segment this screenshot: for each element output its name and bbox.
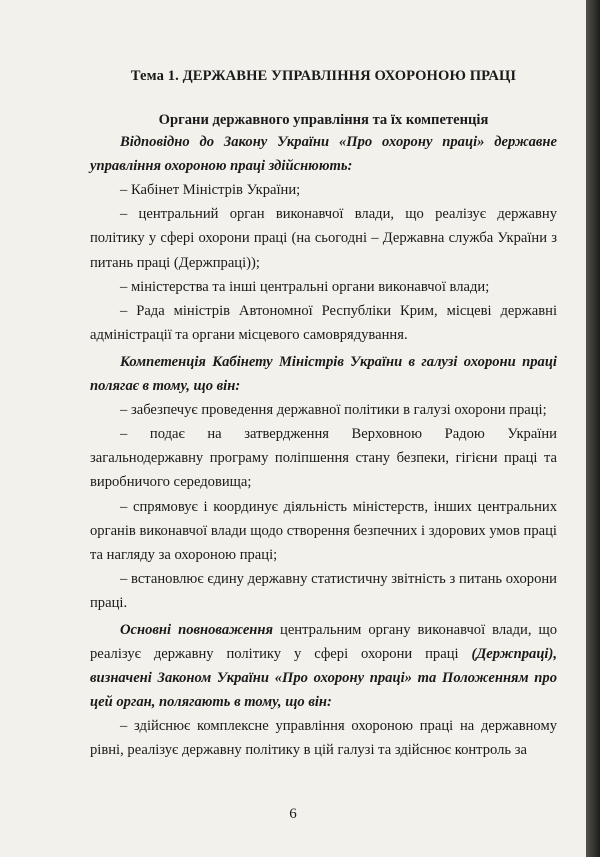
paragraph-intro-1: Відповідно до Закону України «Про охорону праці» державне управління охороною праці здійснюють: <box>90 134 557 175</box>
intro-emphasis: Основні повноваження <box>120 621 274 638</box>
page-content <box>90 64 557 763</box>
list-item: – Кабінет Міністрів України; <box>120 182 301 199</box>
list-item: – здійснює комплексне управління охороною праці на державному рівні, реалізує державну політику в цій галузі та здійснює контроль за <box>90 718 557 759</box>
page-edge-shadow <box>586 0 600 857</box>
list-item: – міністерства та інші центральні органи виконавчої влади; <box>120 278 490 295</box>
list-item: – центральний орган виконавчої влади, що реалізує державну політику у сфері охорони праці (на сьогодні – Державна служба України з питань праці (Держпраці)); <box>90 206 557 271</box>
intro-text: центральним органу виконавчої влади, що реалізує державну політику у сфері охорони праці <box>90 621 557 663</box>
intro-emphasis-2: визначені Законом України «Про охорону праці» та Положенням про цей орган, полягають в тому, що він: <box>90 670 557 711</box>
list-item: – подає на затвердження Верховною Радою України загальнодержавну програму поліпшення стану безпеки, гігієни праці та виробничого середовища; <box>90 426 557 491</box>
list-item: – Рада міністрів Автономної Республіки Крим, місцеві державні адміністрації та органи місцевого самоврядування. <box>90 302 557 343</box>
list-item: – забезпечує проведення державної політики в галузі охорони праці; <box>120 402 547 419</box>
section-subtitle: Органи державного управління та їх компетенція <box>158 112 489 129</box>
paragraph-intro-2: Компетенція Кабінету Міністрів України в галузі охорони праці полягає в тому, що він: <box>90 353 557 395</box>
page-number: 6 <box>289 806 297 822</box>
intro-abbrev: (Держпраці), <box>471 646 557 663</box>
list-item: – встановлює єдину державну статистичну звітність з питань охорони праці. <box>90 570 557 611</box>
page-title: Тема 1. ДЕРЖАВНЕ УПРАВЛІННЯ ОХОРОНОЮ ПРАЦІ <box>130 68 517 84</box>
paragraph-intro-3 <box>90 618 557 714</box>
list-item: – спрямовує і координує діяльність міністерств, інших центральних органів виконавчої влади щодо створення безпечних і здорових умов праці та нагляду за охороною праці; <box>90 498 557 563</box>
